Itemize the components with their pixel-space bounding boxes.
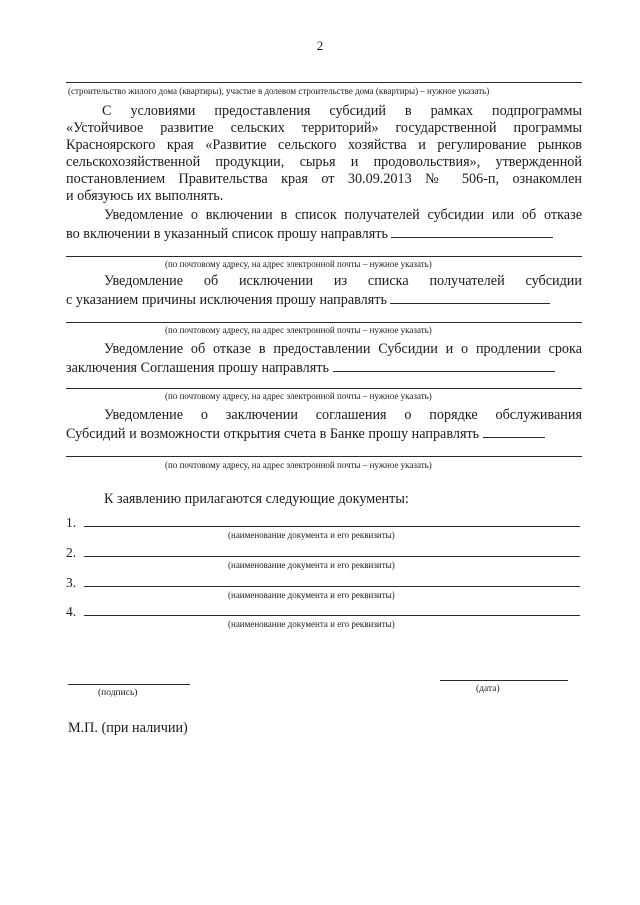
stamp-label: М.П. (при наличии) — [68, 720, 188, 736]
attachment-hint: (наименование документа и его реквизиты) — [228, 619, 395, 629]
conditions-line: и обязуюсь их выполнять. — [66, 188, 224, 204]
date-line[interactable] — [440, 680, 568, 681]
notice-agreement-field[interactable] — [483, 424, 545, 438]
notice-refusal-field[interactable] — [333, 358, 555, 372]
attachments-heading: К заявлению прилагаются следующие документы: — [104, 491, 409, 507]
notice-agreement — [66, 407, 582, 443]
attachment-number: 4. — [66, 604, 77, 619]
notice-inclusion-fill-line[interactable] — [66, 256, 582, 257]
notice-inclusion-field[interactable] — [391, 224, 553, 238]
notice-hint: (по почтовому адресу, на адрес электронной почты – нужное указать) — [165, 325, 432, 335]
notice-agreement-fill-line[interactable] — [66, 456, 582, 457]
top-fill-line — [66, 82, 582, 83]
conditions-paragraph — [66, 103, 582, 205]
attachment-fill-line[interactable] — [84, 556, 580, 557]
notice-hint: (по почтовому адресу, на адрес электронной почты – нужное указать) — [165, 259, 432, 269]
notice-line: с указанием причины исключения прошу направлять — [66, 290, 582, 309]
notice-refusal-fill-line[interactable] — [66, 388, 582, 389]
page-number: 2 — [316, 38, 324, 53]
notice-line: во включении в указанный список прошу направлять — [66, 224, 582, 243]
notice-exclusion-field[interactable] — [390, 290, 550, 304]
conditions-line: Красноярского края «Развитие сельского хозяйства и регулирование рынков — [66, 137, 582, 153]
attachment-fill-line[interactable] — [84, 615, 580, 616]
notice-exclusion — [66, 273, 582, 309]
attachment-number: 1. — [66, 515, 77, 530]
attachment-hint: (наименование документа и его реквизиты) — [228, 530, 395, 540]
conditions-line: «Устойчивое развитие сельских территорий» государственной программы — [66, 120, 582, 136]
notice-refusal — [66, 341, 582, 377]
conditions-line: постановлением Правительства края от 30.09.2013 № 506-п, ознакомлен — [66, 171, 582, 187]
attachment-fill-line[interactable] — [84, 526, 580, 527]
date-label: (дата) — [476, 684, 500, 694]
conditions-line: сельскохозяйственной продукции, сырья и продовольствия», утвержденной — [66, 154, 582, 170]
top-hint: (строительство жилого дома (квартиры), участие в долевом строительстве дома (квартиры) – нужное указать) — [68, 86, 490, 96]
notice-inclusion — [66, 207, 582, 243]
attachment-hint: (наименование документа и его реквизиты) — [228, 560, 395, 570]
attachment-hint: (наименование документа и его реквизиты) — [228, 590, 395, 600]
notice-hint: (по почтовому адресу, на адрес электронной почты – нужное указать) — [165, 391, 432, 401]
conditions-line: С условиями предоставления субсидий в рамках подпрограммы — [102, 103, 582, 119]
notice-line: Субсидий и возможности открытия счета в Банке прошу направлять — [66, 424, 582, 443]
attachment-number: 2. — [66, 545, 77, 560]
notice-exclusion-fill-line[interactable] — [66, 322, 582, 323]
notice-hint: (по почтовому адресу, на адрес электронной почты – нужное указать) — [165, 460, 432, 470]
notice-line: заключения Соглашения прошу направлять — [66, 358, 582, 377]
notice-line: Уведомление о заключении соглашения о порядке обслуживания — [104, 407, 582, 423]
attachment-number: 3. — [66, 575, 77, 590]
signature-line[interactable] — [68, 684, 190, 685]
notice-line: Уведомление о включении в список получателей субсидии или об отказе — [104, 207, 582, 223]
signature-label: (подпись) — [98, 688, 138, 698]
attachment-fill-line[interactable] — [84, 586, 580, 587]
notice-line: Уведомление об отказе в предоставлении Субсидии и о продлении срока — [104, 341, 582, 357]
notice-line: Уведомление об исключении из списка получателей субсидии — [104, 273, 582, 289]
